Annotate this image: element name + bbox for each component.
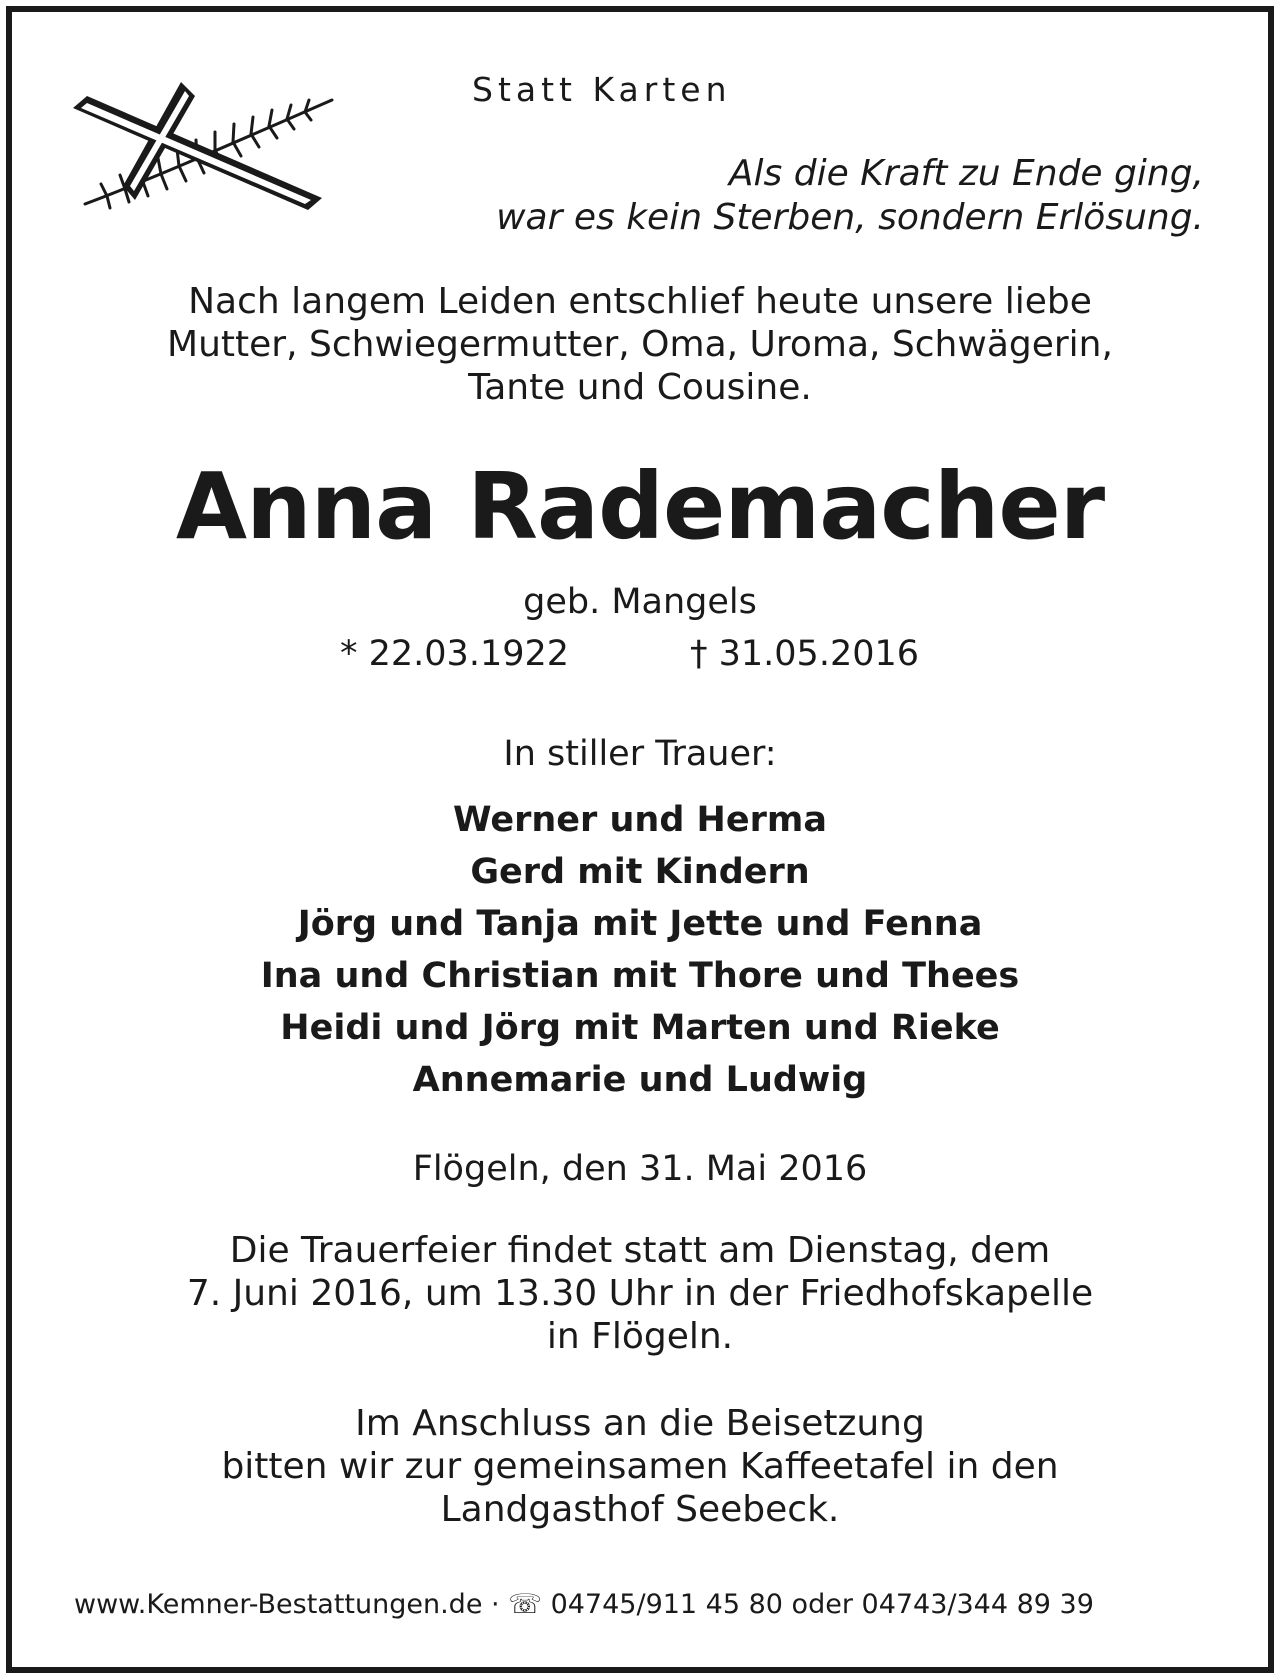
footer-contact: [74, 1587, 1094, 1623]
death-date: † 31.05.2016: [690, 634, 920, 674]
birth-name: geb. Mangels: [523, 582, 757, 622]
separator: ·: [491, 1589, 500, 1620]
birth-date: * 22.03.1922: [340, 634, 570, 674]
motto-line: Als die Kraft zu Ende ging,: [728, 153, 1204, 194]
intro-line: Nach langem Leiden entschlief heute unsere liebe: [188, 281, 1092, 322]
mourner-entry: Annemarie und Ludwig: [412, 1060, 868, 1100]
reception-line: Landgasthof Seebeck.: [440, 1489, 840, 1530]
place-date: Flögeln, den 31. Mai 2016: [412, 1149, 868, 1189]
reception-line: Im Anschluss an die Beisetzung: [355, 1403, 925, 1444]
phone-icon: ☏: [508, 1589, 542, 1620]
reception-info: [12, 1402, 1268, 1531]
motto-line: war es kein Sterben, sondern Erlösung.: [496, 197, 1204, 238]
mourners-list: [12, 794, 1268, 1106]
intro-text: [12, 280, 1268, 409]
reception-line: bitten wir zur gemeinsamen Kaffeetafel in den: [221, 1446, 1059, 1487]
ceremony-line: in Flögeln.: [546, 1316, 734, 1357]
website-link[interactable]: www.Kemner-Bestattungen.de: [74, 1589, 483, 1620]
ceremony-line: Die Trauerfeier findet statt am Dienstag, dem: [229, 1230, 1051, 1271]
ceremony-line: 7. Juni 2016, um 13.30 Uhr in der Friedhofskapelle: [186, 1273, 1094, 1314]
obituary-notice: [6, 6, 1274, 1673]
intro-line: Tante und Cousine.: [468, 367, 812, 408]
mourner-entry: Jörg und Tanja mit Jette und Fenna: [297, 904, 983, 944]
intro-line: Mutter, Schwiegermutter, Oma, Uroma, Schwägerin,: [167, 324, 1113, 365]
mourner-entry: Heidi und Jörg mit Marten und Rieke: [280, 1008, 1000, 1048]
mourners-label: In stiller Trauer:: [503, 734, 777, 774]
deceased-name: Anna Rademacher: [175, 453, 1105, 560]
ceremony-info: [12, 1229, 1268, 1358]
mourner-entry: Gerd mit Kindern: [470, 852, 810, 892]
mourner-entry: Werner und Herma: [453, 800, 827, 840]
motto: [304, 152, 1204, 240]
phone-numbers: 04745/911 45 80 oder 04743/344 89 39: [550, 1589, 1094, 1620]
heading: Statt Karten: [472, 70, 732, 109]
mourner-entry: Ina und Christian mit Thore und Thees: [260, 956, 1020, 996]
